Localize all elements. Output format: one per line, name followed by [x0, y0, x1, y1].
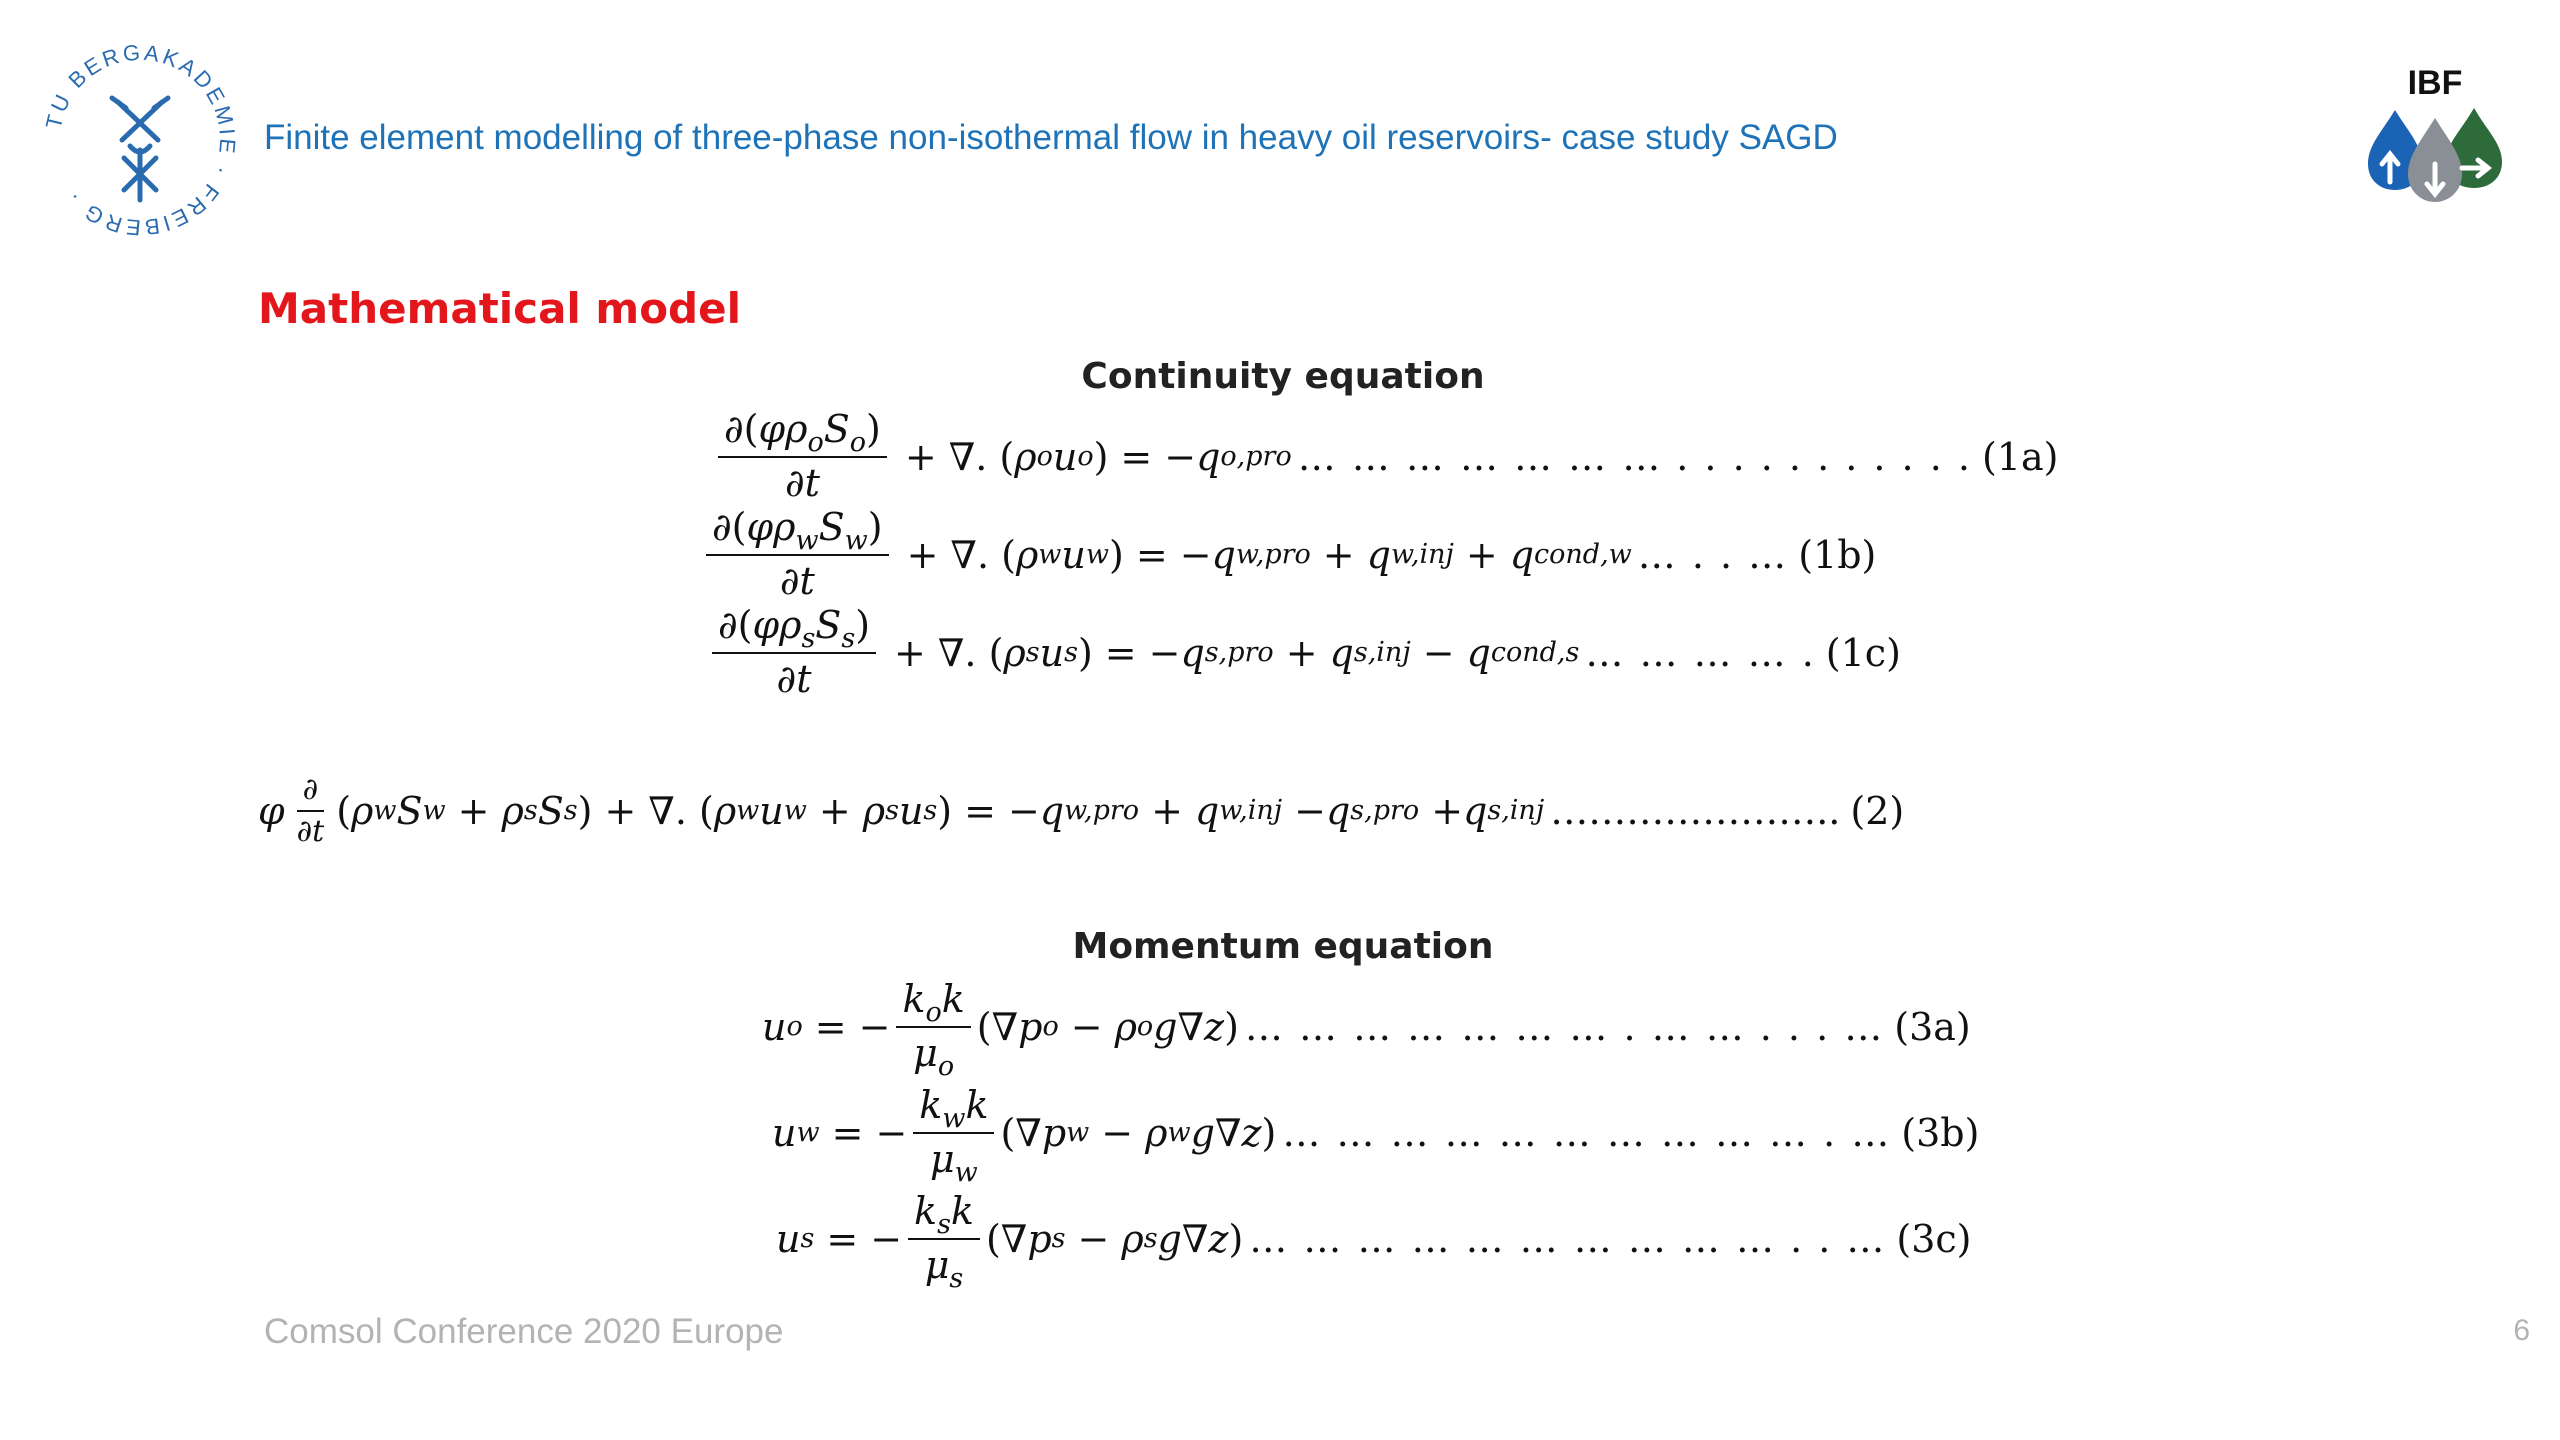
ibf-drops-icon — [2360, 64, 2510, 214]
equation-3c: u s = − $\frac{k_sk}{\mu_s}$ (∇ p s − ρ s g ∇ z ) … … … … … … … … … … . . … (3c) — [776, 1189, 1972, 1294]
equation-2: φ $\frac{\partial}{\partial t}$ ( ρ w S w + ρ s S s ) + ∇. ( ρ w u w + ρ s u s ) = − q w,pro + q w,inj − q s,pro + q s,inj ………………….. (2) — [258, 772, 1905, 849]
equation-1a: $\frac{\partial(\varphi\rho_oS_o)}{\partial t}$ + ∇. ( ρ o u o ) = − q o,pro … … … … … … … . . . . . . . . . . . (1a) — [712, 408, 2058, 505]
ibf-logo — [2360, 64, 2510, 214]
footer-conference: Comsol Conference 2020 Europe — [264, 1312, 784, 1351]
equation-1c: $\frac{\partial(\varphi\rho_sS_s)}{\partial t}$ + ∇. ( ρ s u s ) = − q s,pro + q s,inj − q cond,s … … … … . (1c) — [706, 604, 1901, 701]
tu-freiberg-logo — [40, 40, 240, 240]
ibf-logo-text: IBF — [2407, 64, 2463, 102]
slide: TU BERGAKADEMIE · FREIBERG · Finite element modelling of three-phase non-isothermal flow in heavy oil reservoirs- case study SAGD IBF Mathematical model Continuity equation $\frac{\partial(\varphi\rho_oS_o)}{\partial t}$ + ∇. ( ρ o u o ) = − q o,pro … … … … … … … . . . . . . . . . . . (1a) $\frac{\partial(\varphi\rho_wS_w)}{\partial t}$ + ∇. ( ρ w u w ) = − q w,pro + q w,inj + q cond,w … . . … (1b) $\frac{\partial(\varphi\rho_sS_s)}{\partial t}$ + ∇. ( ρ s u s ) = − q s,pro + q s,inj − q cond,s … … … … . (1c) φ $\frac{\partial}{\partial t}$ ( ρ w S w + ρ s S s ) + ∇. ( ρ w u w + ρ s u s ) = − q w,pro + q w,inj − q s,pro + q s,inj ………………….. (2) Momentum equation u o = − $\frac{k_ok}{\mu_o}$ (∇ p o − ρ o g ∇ z ) … … … … … … … . … … . . . … (3a) u w = − $\frac{k_wk}{\mu_w}$ (∇ p w − ρ w g ∇ z ) … … … … … … … … … … . … (3b) u s = − $\frac{k_sk}{\mu_s}$ (∇ p s − ρ s g ∇ z ) … … … … … … … … … … . . … (3c) Comsol Conference 2020 Europe 6 — [0, 0, 2560, 1440]
page-number: 6 — [2513, 1314, 2530, 1347]
tu-freiberg-seal-icon — [40, 40, 240, 240]
header-title: Finite element modelling of three-phase non-isothermal flow in heavy oil reservoirs- case study SAGD — [264, 118, 1838, 157]
section-title: Mathematical model — [258, 284, 741, 333]
equation-1b: $\frac{\partial(\varphi\rho_wS_w)}{\partial t}$ + ∇. ( ρ w u w ) = − q w,pro + q w,inj + q cond,w … . . … (1b) — [700, 506, 1876, 603]
svg-text:TU BERGAKADEMIE · FREIBERG ·: TU BERGAKADEMIE · FREIBERG · — [40, 40, 240, 240]
equation-3a: u o = − $\frac{k_ok}{\mu_o}$ (∇ p o − ρ o g ∇ z ) … … … … … … … . … … . . . … (3a) — [762, 977, 1971, 1082]
equation-3b: u w = − $\frac{k_wk}{\mu_w}$ (∇ p w − ρ w g ∇ z ) … … … … … … … … … … . … (3b) — [772, 1083, 1980, 1188]
